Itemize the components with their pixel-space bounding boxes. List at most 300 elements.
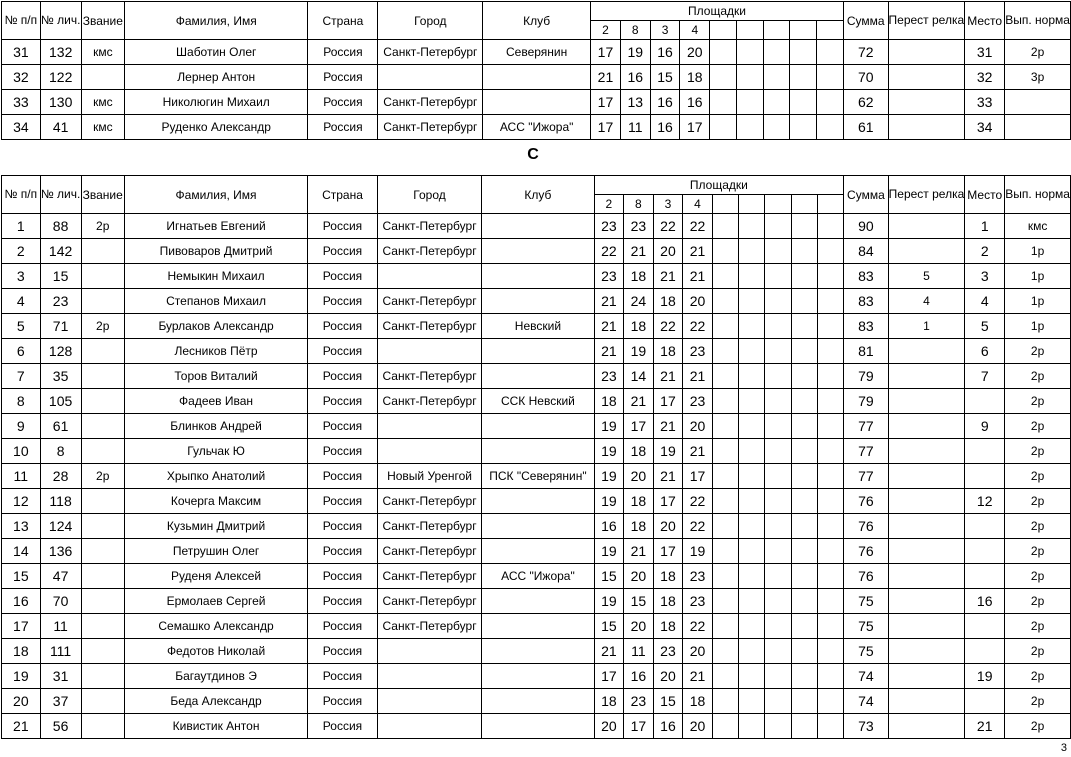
cell-score: 17 [624, 414, 654, 439]
cell-norm: 2р [1005, 364, 1071, 389]
cell-license: 31 [40, 664, 81, 689]
cell-sum: 76 [844, 489, 888, 514]
header-country: Страна [308, 2, 378, 40]
cell-score [765, 639, 791, 664]
cell-name: Хрыпко Анатолий [124, 464, 307, 489]
header-platform-number [763, 21, 790, 40]
cell-sum: 79 [844, 389, 888, 414]
cell-place: 19 [965, 664, 1005, 689]
cell-score [739, 239, 765, 264]
cell-score [739, 489, 765, 514]
cell-score: 19 [594, 539, 624, 564]
cell-place [965, 514, 1005, 539]
cell-place: 3 [965, 264, 1005, 289]
cell-score: 15 [653, 689, 683, 714]
cell-score: 24 [624, 289, 654, 314]
cell-city: Санкт-Петербург [377, 289, 482, 314]
cell-score: 17 [594, 664, 624, 689]
cell-score [712, 589, 738, 614]
cell-score: 23 [594, 264, 624, 289]
cell-score: 17 [591, 90, 621, 115]
cell-score: 15 [624, 589, 654, 614]
cell-score [817, 464, 843, 489]
cell-score [817, 214, 843, 239]
cell-name: Немыкин Михаил [124, 264, 307, 289]
cell-score [712, 464, 738, 489]
cell-norm: 2р [1005, 40, 1071, 65]
cell-rank [81, 489, 124, 514]
cell-score: 22 [683, 214, 713, 239]
cell-name: Шаботин Олег [125, 40, 308, 65]
cell-country: Россия [308, 214, 378, 239]
cell-number: 9 [2, 414, 41, 439]
cell-rank [81, 439, 124, 464]
cell-sum: 70 [843, 65, 888, 90]
cell-score [791, 314, 817, 339]
cell-norm: 2р [1005, 339, 1071, 364]
cell-score: 19 [653, 439, 683, 464]
cell-score [765, 264, 791, 289]
cell-sum: 77 [844, 439, 888, 464]
cell-city: Санкт-Петербург [378, 90, 483, 115]
page-number: 3 [1060, 742, 1067, 754]
cell-score [712, 264, 738, 289]
cell-score: 21 [624, 389, 654, 414]
cell-score [790, 40, 817, 65]
cell-number: 19 [2, 664, 41, 689]
cell-rank: 2р [81, 314, 124, 339]
cell-sum: 75 [844, 589, 888, 614]
cell-country: Россия [308, 639, 378, 664]
cell-number: 32 [2, 65, 41, 90]
cell-license: 118 [40, 489, 81, 514]
cell-name: Николюгин Михаил [125, 90, 308, 115]
cell-country: Россия [308, 40, 378, 65]
cell-sum: 77 [844, 414, 888, 439]
cell-country: Россия [308, 90, 378, 115]
cell-score [739, 589, 765, 614]
cell-score: 21 [683, 364, 713, 389]
cell-rank [81, 364, 124, 389]
cell-license: 41 [40, 115, 81, 140]
cell-name: Степанов Михаил [124, 289, 307, 314]
cell-score [817, 264, 843, 289]
table-row [2, 289, 1071, 314]
cell-license: 11 [40, 614, 81, 639]
cell-license: 28 [40, 464, 81, 489]
cell-score [739, 639, 765, 664]
cell-reweigh [888, 364, 965, 389]
cell-score: 19 [594, 589, 624, 614]
cell-license: 132 [40, 40, 81, 65]
cell-score: 21 [683, 239, 713, 264]
header-sum: Сумма [843, 2, 888, 40]
cell-reweigh [888, 714, 965, 739]
table-row [2, 90, 1071, 115]
cell-score [712, 339, 738, 364]
cell-city: Санкт-Петербург [377, 489, 482, 514]
table-row [2, 264, 1071, 289]
cell-sum: 74 [844, 664, 888, 689]
cell-rank [81, 289, 124, 314]
cell-place [965, 539, 1005, 564]
cell-reweigh [888, 90, 965, 115]
cell-score [739, 464, 765, 489]
cell-score [763, 65, 790, 90]
cell-license: 23 [40, 289, 81, 314]
cell-rank [81, 239, 124, 264]
cell-score [763, 90, 790, 115]
cell-rank [81, 264, 124, 289]
cell-license: 105 [40, 389, 81, 414]
cell-place [965, 464, 1005, 489]
cell-norm: 1р [1005, 239, 1071, 264]
cell-name: Пивоваров Дмитрий [124, 239, 307, 264]
cell-country: Россия [308, 414, 378, 439]
cell-score [710, 65, 737, 90]
header-name: Фамилия, Имя [124, 176, 307, 214]
header-rank: Звание [81, 176, 124, 214]
cell-club [483, 90, 591, 115]
cell-score: 22 [683, 314, 713, 339]
cell-country: Россия [308, 564, 378, 589]
cell-name: Петрушин Олег [124, 539, 307, 564]
cell-reweigh [888, 439, 965, 464]
header-platform-number: 4 [683, 195, 713, 214]
cell-score [765, 589, 791, 614]
table-row [2, 689, 1071, 714]
cell-score: 17 [591, 40, 621, 65]
cell-score [712, 489, 738, 514]
cell-number: 6 [2, 339, 41, 364]
cell-score [791, 389, 817, 414]
cell-score: 21 [594, 314, 624, 339]
cell-place: 5 [965, 314, 1005, 339]
cell-score [739, 414, 765, 439]
cell-rank [81, 339, 124, 364]
cell-city [377, 714, 482, 739]
cell-score [817, 689, 843, 714]
cell-score: 21 [683, 664, 713, 689]
header-platform-number [736, 21, 763, 40]
cell-rank [81, 614, 124, 639]
cell-score [765, 464, 791, 489]
cell-number: 3 [2, 264, 41, 289]
cell-place: 16 [965, 589, 1005, 614]
cell-score: 18 [653, 589, 683, 614]
cell-score [765, 489, 791, 514]
header-platform-number: 2 [594, 195, 624, 214]
cell-number: 1 [2, 214, 41, 239]
header-norm: Вып. норма [1005, 2, 1071, 40]
cell-score: 17 [683, 464, 713, 489]
cell-score: 16 [624, 664, 654, 689]
table-row [2, 339, 1071, 364]
cell-score [790, 115, 817, 140]
cell-norm: 2р [1005, 689, 1071, 714]
cell-score [736, 115, 763, 140]
cell-reweigh [888, 339, 965, 364]
main-header-row [2, 176, 1071, 195]
table-row [2, 564, 1071, 589]
cell-club [482, 239, 594, 264]
cell-score: 18 [624, 314, 654, 339]
cell-norm: кмс [1005, 214, 1071, 239]
cell-name: Блинков Андрей [124, 414, 307, 439]
cell-score: 21 [653, 414, 683, 439]
header-platform-number [791, 195, 817, 214]
cell-place: 7 [965, 364, 1005, 389]
cell-name: Федотов Николай [124, 639, 307, 664]
cell-score: 23 [624, 214, 654, 239]
cell-score: 23 [683, 564, 713, 589]
cell-club [482, 589, 594, 614]
header-platform-number: 3 [650, 21, 680, 40]
cell-norm: 1р [1005, 264, 1071, 289]
cell-country: Россия [308, 664, 378, 689]
cell-score [817, 339, 843, 364]
cell-sum: 76 [844, 539, 888, 564]
table-row [2, 214, 1071, 239]
cell-score [817, 389, 843, 414]
cell-score: 15 [594, 614, 624, 639]
cell-score: 16 [594, 514, 624, 539]
cell-place [965, 439, 1005, 464]
cell-score: 17 [653, 489, 683, 514]
cell-score [817, 439, 843, 464]
cell-club [482, 514, 594, 539]
cell-sum: 61 [843, 115, 888, 140]
cell-reweigh [888, 664, 965, 689]
cell-reweigh [888, 489, 965, 514]
cell-license: 70 [40, 589, 81, 614]
table-row [2, 239, 1071, 264]
cell-license: 47 [40, 564, 81, 589]
table-row [2, 389, 1071, 414]
cell-score: 18 [594, 689, 624, 714]
cell-country: Россия [308, 364, 378, 389]
cell-score [739, 214, 765, 239]
cell-reweigh: 1 [888, 314, 965, 339]
cell-score: 21 [591, 65, 621, 90]
cell-number: 33 [2, 90, 41, 115]
cell-score [710, 90, 737, 115]
cell-score [736, 65, 763, 90]
cell-number: 5 [2, 314, 41, 339]
header-city: Город [378, 2, 483, 40]
cell-city: Санкт-Петербург [377, 239, 482, 264]
table-row [2, 115, 1071, 140]
table-row [2, 639, 1071, 664]
cell-club: Северянин [483, 40, 591, 65]
cell-reweigh [888, 589, 965, 614]
cell-score [765, 339, 791, 364]
cell-country: Россия [308, 289, 378, 314]
table-row [2, 714, 1071, 739]
cell-score [710, 40, 737, 65]
header-sum: Сумма [844, 176, 888, 214]
cell-number: 8 [2, 389, 41, 414]
cell-license: 37 [40, 689, 81, 714]
header-platform-number [790, 21, 817, 40]
cell-place [965, 389, 1005, 414]
cell-name: Лернер Антон [125, 65, 308, 90]
cell-score: 20 [680, 40, 710, 65]
cell-score [791, 714, 817, 739]
cell-score: 19 [620, 40, 650, 65]
cell-score: 20 [624, 614, 654, 639]
cell-number: 18 [2, 639, 41, 664]
cell-rank [81, 65, 124, 90]
cell-score [817, 90, 844, 115]
cell-reweigh: 4 [888, 289, 965, 314]
cell-club [482, 614, 594, 639]
cell-score [765, 664, 791, 689]
table-row [2, 439, 1071, 464]
cell-number: 13 [2, 514, 41, 539]
cell-city [377, 264, 482, 289]
cell-number: 2 [2, 239, 41, 264]
cell-score [817, 115, 844, 140]
header-norm: Вып. норма [1005, 176, 1071, 214]
cell-score [739, 664, 765, 689]
cell-number: 11 [2, 464, 41, 489]
table-row [2, 364, 1071, 389]
cell-score [763, 40, 790, 65]
cell-city: Санкт-Петербург [377, 364, 482, 389]
cell-rank [81, 414, 124, 439]
cell-name: Лесников Пётр [124, 339, 307, 364]
cell-norm: 1р [1005, 289, 1071, 314]
cell-score [712, 214, 738, 239]
cell-club [482, 539, 594, 564]
cell-reweigh [888, 214, 965, 239]
cell-norm [1005, 115, 1071, 140]
cell-score [712, 364, 738, 389]
top-header-row [2, 2, 1071, 21]
cell-score [765, 389, 791, 414]
cell-license: 111 [40, 639, 81, 664]
cell-club [482, 489, 594, 514]
cell-norm: 2р [1005, 389, 1071, 414]
cell-score [765, 439, 791, 464]
cell-score [765, 689, 791, 714]
top-table-body [2, 40, 1071, 140]
header-platform-number: 4 [680, 21, 710, 40]
cell-score [817, 489, 843, 514]
header-platform-number [817, 195, 843, 214]
cell-score: 19 [594, 464, 624, 489]
cell-place: 9 [965, 414, 1005, 439]
results-table-main [1, 175, 1071, 739]
cell-score [790, 90, 817, 115]
cell-score [712, 689, 738, 714]
cell-score [817, 564, 843, 589]
cell-license: 61 [40, 414, 81, 439]
cell-city [378, 65, 483, 90]
cell-score: 17 [653, 389, 683, 414]
cell-score [765, 289, 791, 314]
cell-score [710, 115, 737, 140]
section-title: С [527, 146, 539, 163]
cell-place: 1 [965, 214, 1005, 239]
cell-score: 21 [683, 264, 713, 289]
cell-score: 17 [624, 714, 654, 739]
cell-score: 20 [653, 514, 683, 539]
cell-city [377, 339, 482, 364]
cell-score: 18 [624, 264, 654, 289]
cell-score [817, 414, 843, 439]
cell-city: Санкт-Петербург [377, 539, 482, 564]
cell-city [377, 689, 482, 714]
cell-number: 17 [2, 614, 41, 639]
cell-norm: 2р [1005, 539, 1071, 564]
cell-number: 14 [2, 539, 41, 564]
cell-score: 18 [624, 439, 654, 464]
cell-number: 20 [2, 689, 41, 714]
header-platforms: Площадки [594, 176, 844, 195]
cell-score [791, 664, 817, 689]
cell-score [712, 539, 738, 564]
cell-name: Ермолаев Сергей [124, 589, 307, 614]
cell-name: Кочерга Максим [124, 489, 307, 514]
cell-country: Россия [308, 389, 378, 414]
cell-place: 31 [965, 40, 1005, 65]
cell-score: 11 [620, 115, 650, 140]
cell-score: 20 [594, 714, 624, 739]
table-row [2, 589, 1071, 614]
table-row [2, 514, 1071, 539]
cell-club [482, 289, 594, 314]
cell-club [482, 339, 594, 364]
cell-score [739, 564, 765, 589]
cell-score [739, 314, 765, 339]
header-place: Место [965, 176, 1005, 214]
cell-score: 16 [653, 714, 683, 739]
table-row [2, 464, 1071, 489]
cell-country: Россия [308, 314, 378, 339]
cell-name: Беда Александр [124, 689, 307, 714]
cell-sum: 90 [844, 214, 888, 239]
cell-score [712, 564, 738, 589]
cell-score [739, 389, 765, 414]
cell-score: 23 [594, 214, 624, 239]
cell-sum: 81 [844, 339, 888, 364]
cell-place [965, 614, 1005, 639]
cell-score: 21 [653, 264, 683, 289]
cell-number: 31 [2, 40, 41, 65]
header-country: Страна [308, 176, 378, 214]
cell-score: 18 [653, 339, 683, 364]
cell-rank: 2р [81, 464, 124, 489]
cell-country: Россия [308, 339, 378, 364]
header-platform-number: 3 [653, 195, 683, 214]
cell-number: 15 [2, 564, 41, 589]
cell-norm: 2р [1005, 664, 1071, 689]
table-row [2, 65, 1071, 90]
cell-country: Россия [308, 464, 378, 489]
cell-club: ПСК "Северянин" [482, 464, 594, 489]
cell-score [817, 65, 844, 90]
header-platform-number [710, 21, 737, 40]
header-name: Фамилия, Имя [125, 2, 308, 40]
cell-sum: 73 [844, 714, 888, 739]
cell-place [965, 689, 1005, 714]
cell-score [791, 239, 817, 264]
cell-norm: 2р [1005, 714, 1071, 739]
cell-score [739, 289, 765, 314]
cell-score [791, 264, 817, 289]
